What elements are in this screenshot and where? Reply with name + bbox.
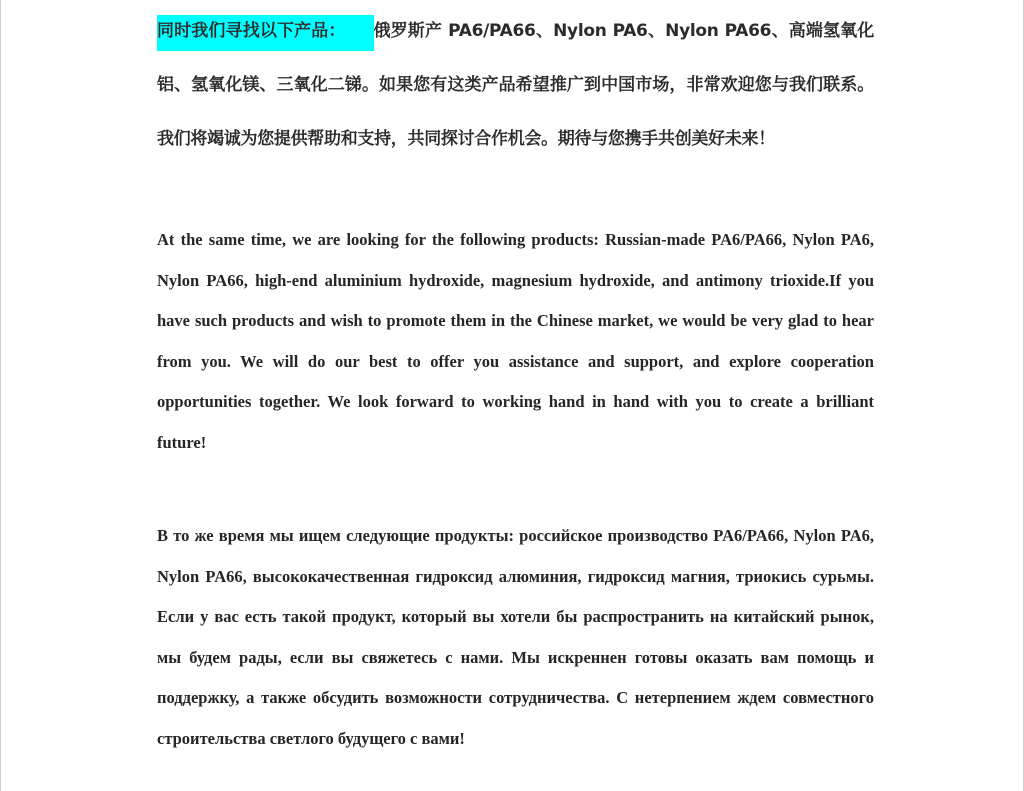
document-content: [157, 0, 874, 748]
english-paragraph: At the same time, we are looking for the following products: Russian-made PA6/PA66, Nylon PA6, Nylon PA66, high-end aluminium hydroxide, magnesium hydroxide, and antimony trioxide.If you have such products and wish to promote them in the Chinese market, we would be very glad to hear from you. We will do our best to offer you assistance and support, and explore cooperation opportunities together. We look forward to working hand in hand with you to create a brilliant future!: [157, 230, 874, 452]
chinese-paragraph: [157, 4, 874, 166]
russian-paragraph: В то же время мы ищем следующие продукты: российское производство PA6/PA66, Nylon PA6, Nylon PA66, высококачественная гидроксид алюминия, гидроксид магния, триокись сурьмы. Если у вас есть такой продукт, который вы хотели бы распространить на китайский рынок, мы будем рады, если вы свяжетесь с нами. Мы искреннен готовы оказать вам помощь и поддержку, а также обсудить возможности сотрудничества. С нетерпением ждем совместного строительства светлого будущего с вами!: [157, 526, 874, 748]
highlighted-heading: 同时我们寻找以下产品：: [157, 15, 374, 51]
chinese-body-text: 俄罗斯产 PA6/PA66、Nylon PA6、Nylon PA66、高端氢氧化铝、氢氧化镁、三氧化二锑。如果您有这类产品希望推广到中国市场，非常欢迎您与我们联系。我们将竭诚为您提供帮助和支持，共同探讨合作机会。期待与您携手共创美好未来！: [157, 21, 874, 149]
